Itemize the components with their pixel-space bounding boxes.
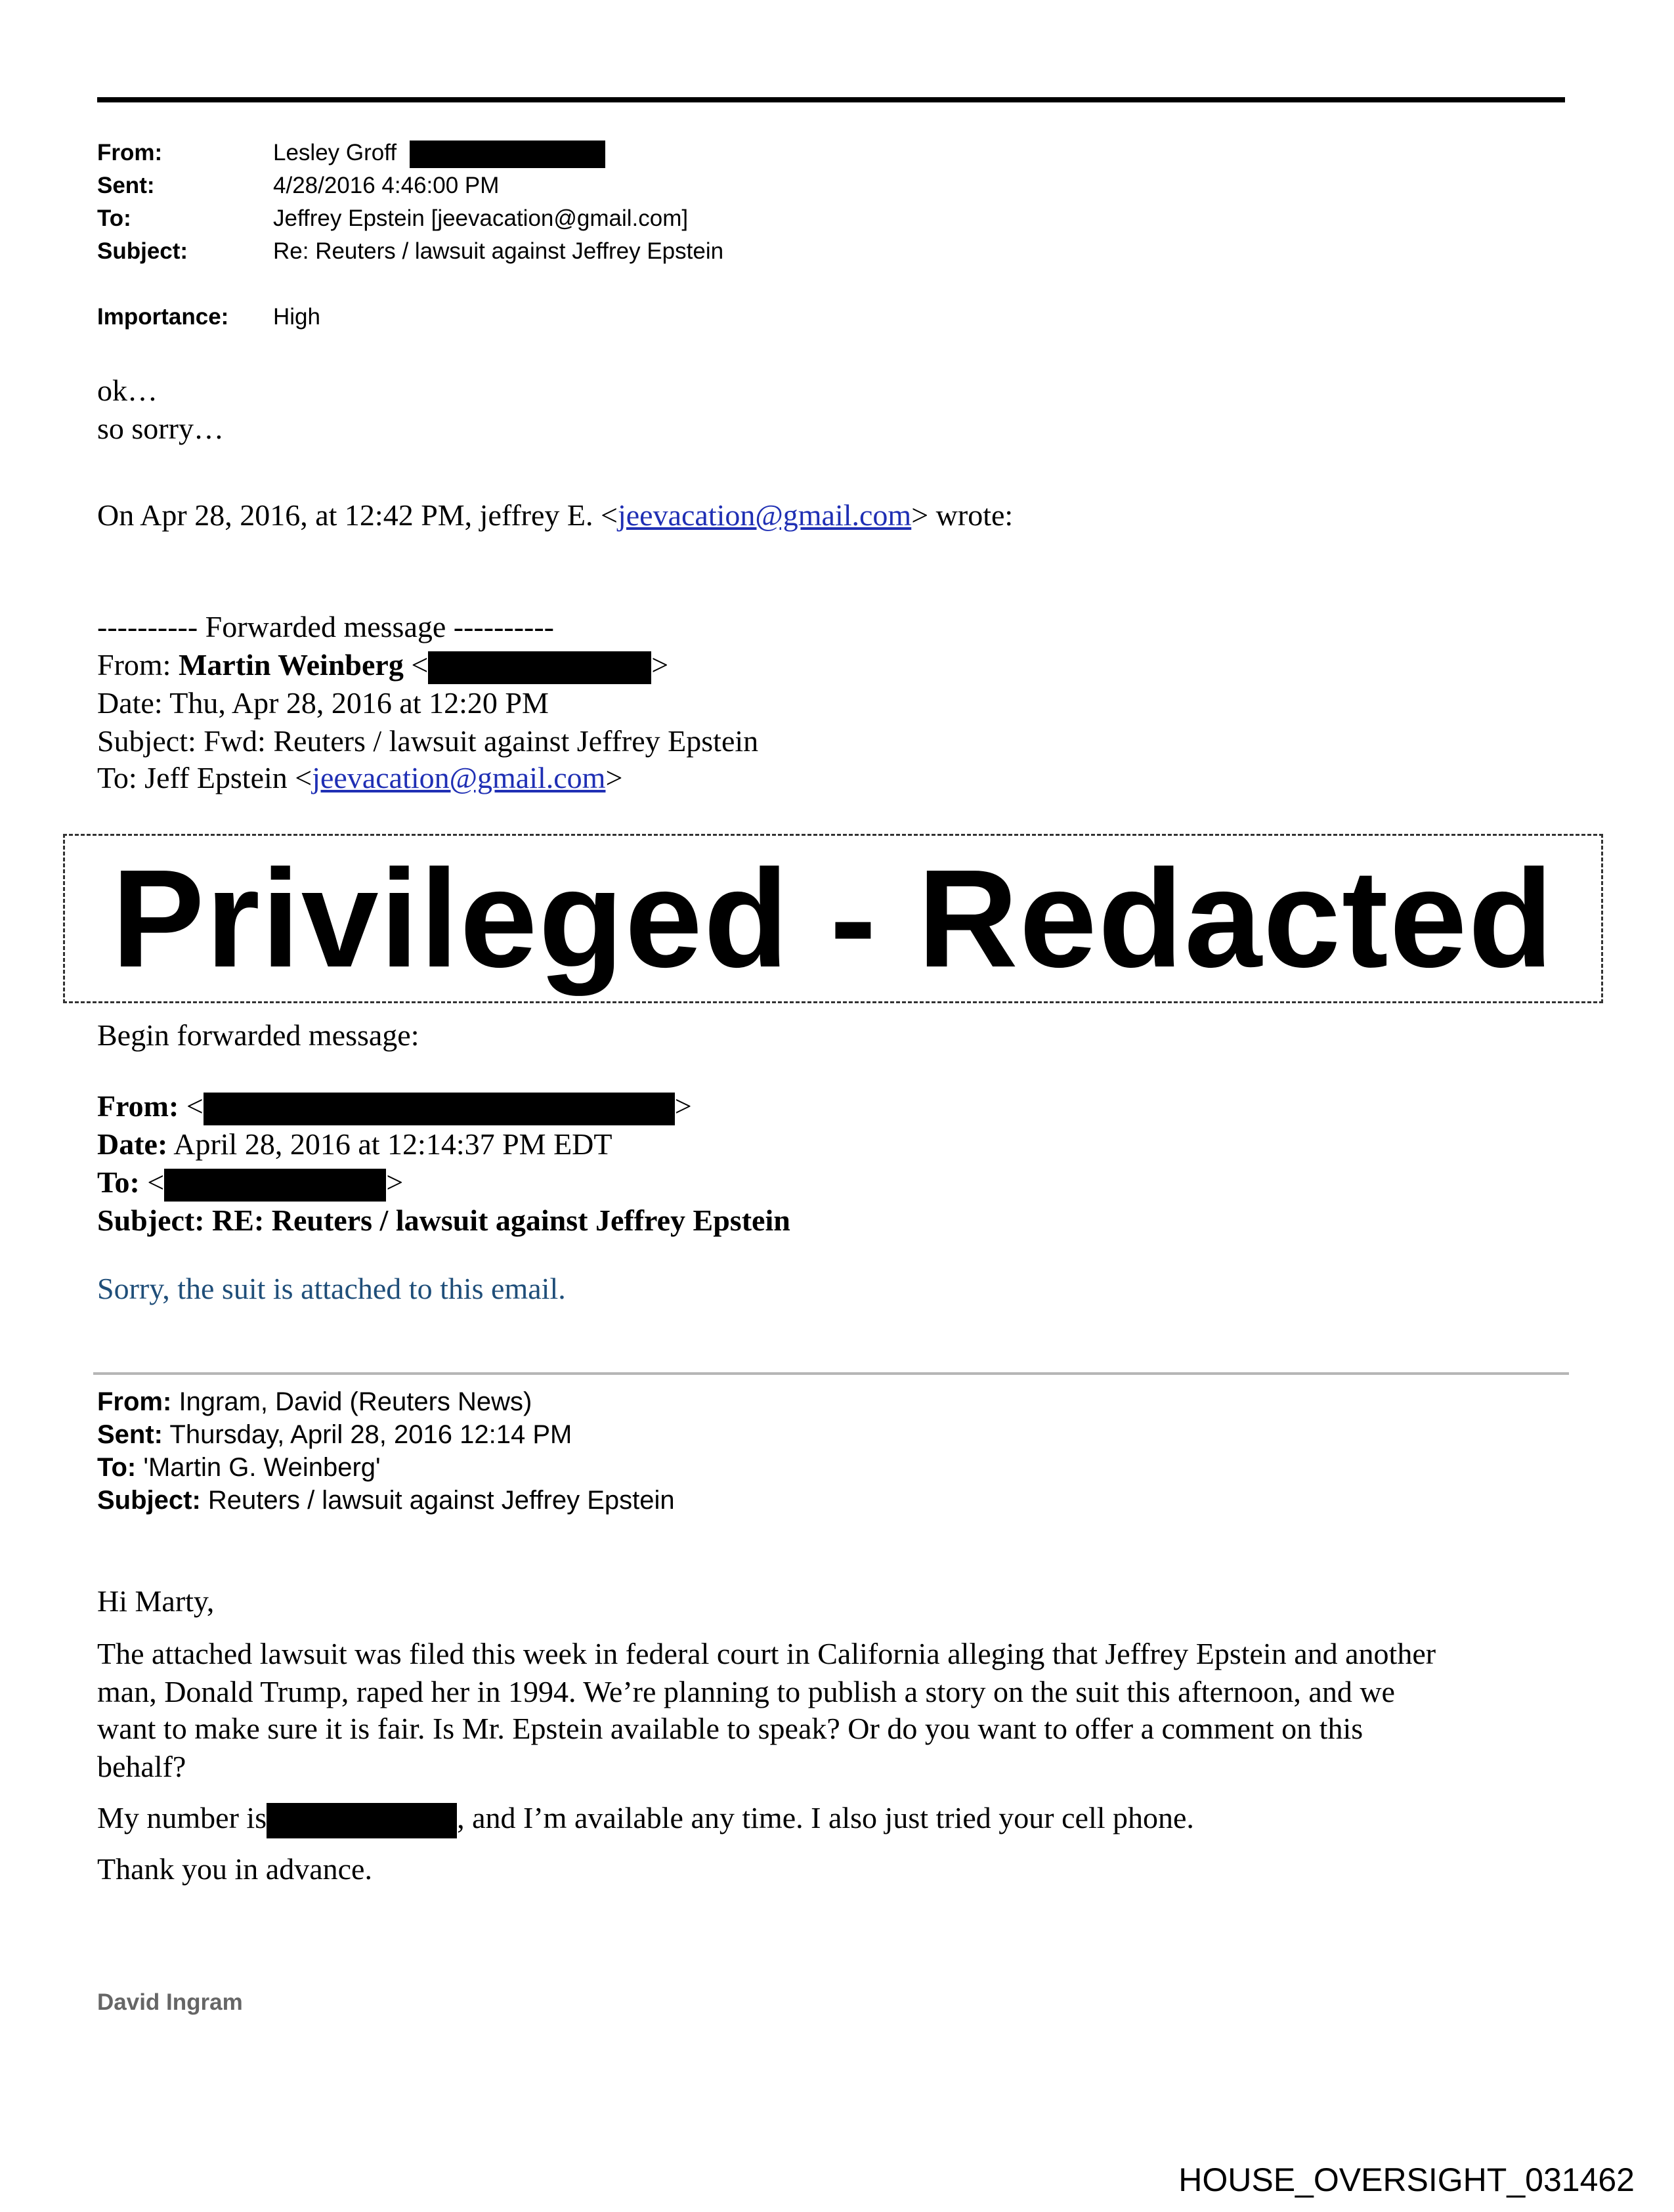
inner-to-line — [97, 1163, 403, 1202]
redaction-block — [428, 651, 651, 684]
inner-to-label: To: — [97, 1165, 140, 1199]
forward-divider: ---------- Forwarded message ---------- — [97, 610, 554, 643]
redaction-block — [204, 1093, 675, 1125]
redaction-block — [410, 141, 605, 168]
reuters-to-label: To: — [97, 1453, 137, 1482]
thanks-line: Thank you in advance. — [97, 1852, 372, 1886]
reuters-from-line — [97, 1385, 532, 1418]
wrote-line — [97, 496, 1013, 534]
subject-value: Re: Reuters / lawsuit against Jeffrey Epstein — [273, 238, 724, 264]
inner-subject-label: Subject: — [97, 1204, 213, 1237]
top-rule — [97, 97, 1565, 102]
reuters-from-label: From: — [97, 1387, 172, 1416]
importance-value: High — [273, 304, 320, 330]
to-label: To: — [97, 206, 131, 231]
sent-value: 4/28/2016 4:46:00 PM — [273, 173, 500, 198]
inner-from-close: > — [674, 1089, 692, 1123]
paragraph-line-2: man, Donald Trump, raped her in 1994. We’re planning to publish a story on the suit this afternoon, and we — [97, 1675, 1395, 1708]
to-value: Jeffrey Epstein [jeevacation@gmail.com] — [273, 206, 689, 231]
importance-label: Importance: — [97, 304, 229, 330]
inner-from-label: From: — [97, 1089, 179, 1123]
forward-from-prefix: From: — [97, 648, 179, 682]
number-suffix: , and I’m available any time. I also just tried your cell phone. — [457, 1801, 1194, 1834]
reuters-to-value: 'Martin G. Weinberg' — [136, 1453, 381, 1482]
inner-to-open: < — [139, 1165, 165, 1199]
reuters-subject-value: Reuters / lawsuit against Jeffrey Epstein — [200, 1486, 675, 1515]
forward-from-close: > — [651, 648, 669, 682]
wrote-suffix: > wrote: — [911, 498, 1014, 532]
forward-from-line — [97, 646, 668, 684]
inner-to-close: > — [386, 1165, 404, 1199]
wrote-email-link[interactable]: jeevacation@gmail.com — [617, 498, 912, 532]
sent-label: Sent: — [97, 173, 155, 198]
paragraph-line-4: behalf? — [97, 1750, 186, 1783]
greeting: Hi Marty, — [97, 1584, 215, 1618]
inner-date-value: April 28, 2016 at 12:14:37 PM EDT — [167, 1127, 612, 1161]
paragraph-line-3: want to make sure it is fair. Is Mr. Epstein available to speak? Or do you want to offer a comment on this — [97, 1712, 1363, 1745]
body-line-2: so sorry… — [97, 412, 224, 445]
privileged-redacted-box — [63, 834, 1603, 1003]
redaction-block — [164, 1169, 386, 1202]
sorry-line: Sorry, the suit is attached to this email. — [97, 1272, 566, 1305]
reuters-sent-label: Sent: — [97, 1420, 163, 1449]
forward-to-suffix: > — [605, 761, 623, 794]
inner-from-open: < — [179, 1089, 204, 1123]
inner-from-line — [97, 1087, 692, 1125]
forward-to-line — [97, 759, 622, 797]
body-line-1: ok… — [97, 374, 158, 407]
privileged-redacted-label: Privileged - Redacted — [111, 840, 1555, 996]
reuters-subject-line — [97, 1484, 675, 1517]
inner-date-label: Date: — [97, 1127, 168, 1161]
bates-number: HOUSE_OVERSIGHT_031462 — [1178, 2161, 1635, 2198]
forward-date: Date: Thu, Apr 28, 2016 at 12:20 PM — [97, 686, 549, 720]
reuters-to-line — [97, 1451, 381, 1484]
inner-date-line — [97, 1125, 612, 1163]
forward-from-name: Martin Weinberg — [178, 648, 404, 682]
forward-subject: Subject: Fwd: Reuters / lawsuit against Jeffrey Epstein — [97, 724, 759, 758]
paragraph-line-1: The attached lawsuit was filed this week in federal court in California alleging that Jeffrey Epstein and another — [97, 1637, 1436, 1670]
reuters-from-value: Ingram, David (Reuters News) — [171, 1387, 532, 1416]
reuters-subject-label: Subject: — [97, 1486, 201, 1515]
section-divider — [93, 1372, 1569, 1375]
signature-name: David Ingram — [97, 1989, 243, 2015]
inner-subject-line — [97, 1202, 790, 1240]
subject-label: Subject: — [97, 238, 188, 264]
from-label: From: — [97, 140, 163, 165]
from-row — [273, 137, 605, 169]
forward-to-prefix: To: Jeff Epstein < — [97, 761, 312, 794]
forward-from-open: < — [403, 648, 429, 682]
from-value: Lesley Groff — [273, 140, 397, 165]
redaction-block — [267, 1803, 457, 1838]
reuters-sent-line — [97, 1418, 572, 1451]
phone-number-line — [97, 1799, 1194, 1838]
forward-to-email-link[interactable]: jeevacation@gmail.com — [312, 761, 606, 794]
begin-forwarded: Begin forwarded message: — [97, 1018, 419, 1052]
inner-subject-value: RE: Reuters / lawsuit against Jeffrey Epstein — [212, 1204, 790, 1237]
number-prefix: My number is — [97, 1801, 267, 1834]
wrote-prefix: On Apr 28, 2016, at 12:42 PM, jeffrey E. < — [97, 498, 618, 532]
reuters-sent-value: Thursday, April 28, 2016 12:14 PM — [163, 1420, 572, 1449]
